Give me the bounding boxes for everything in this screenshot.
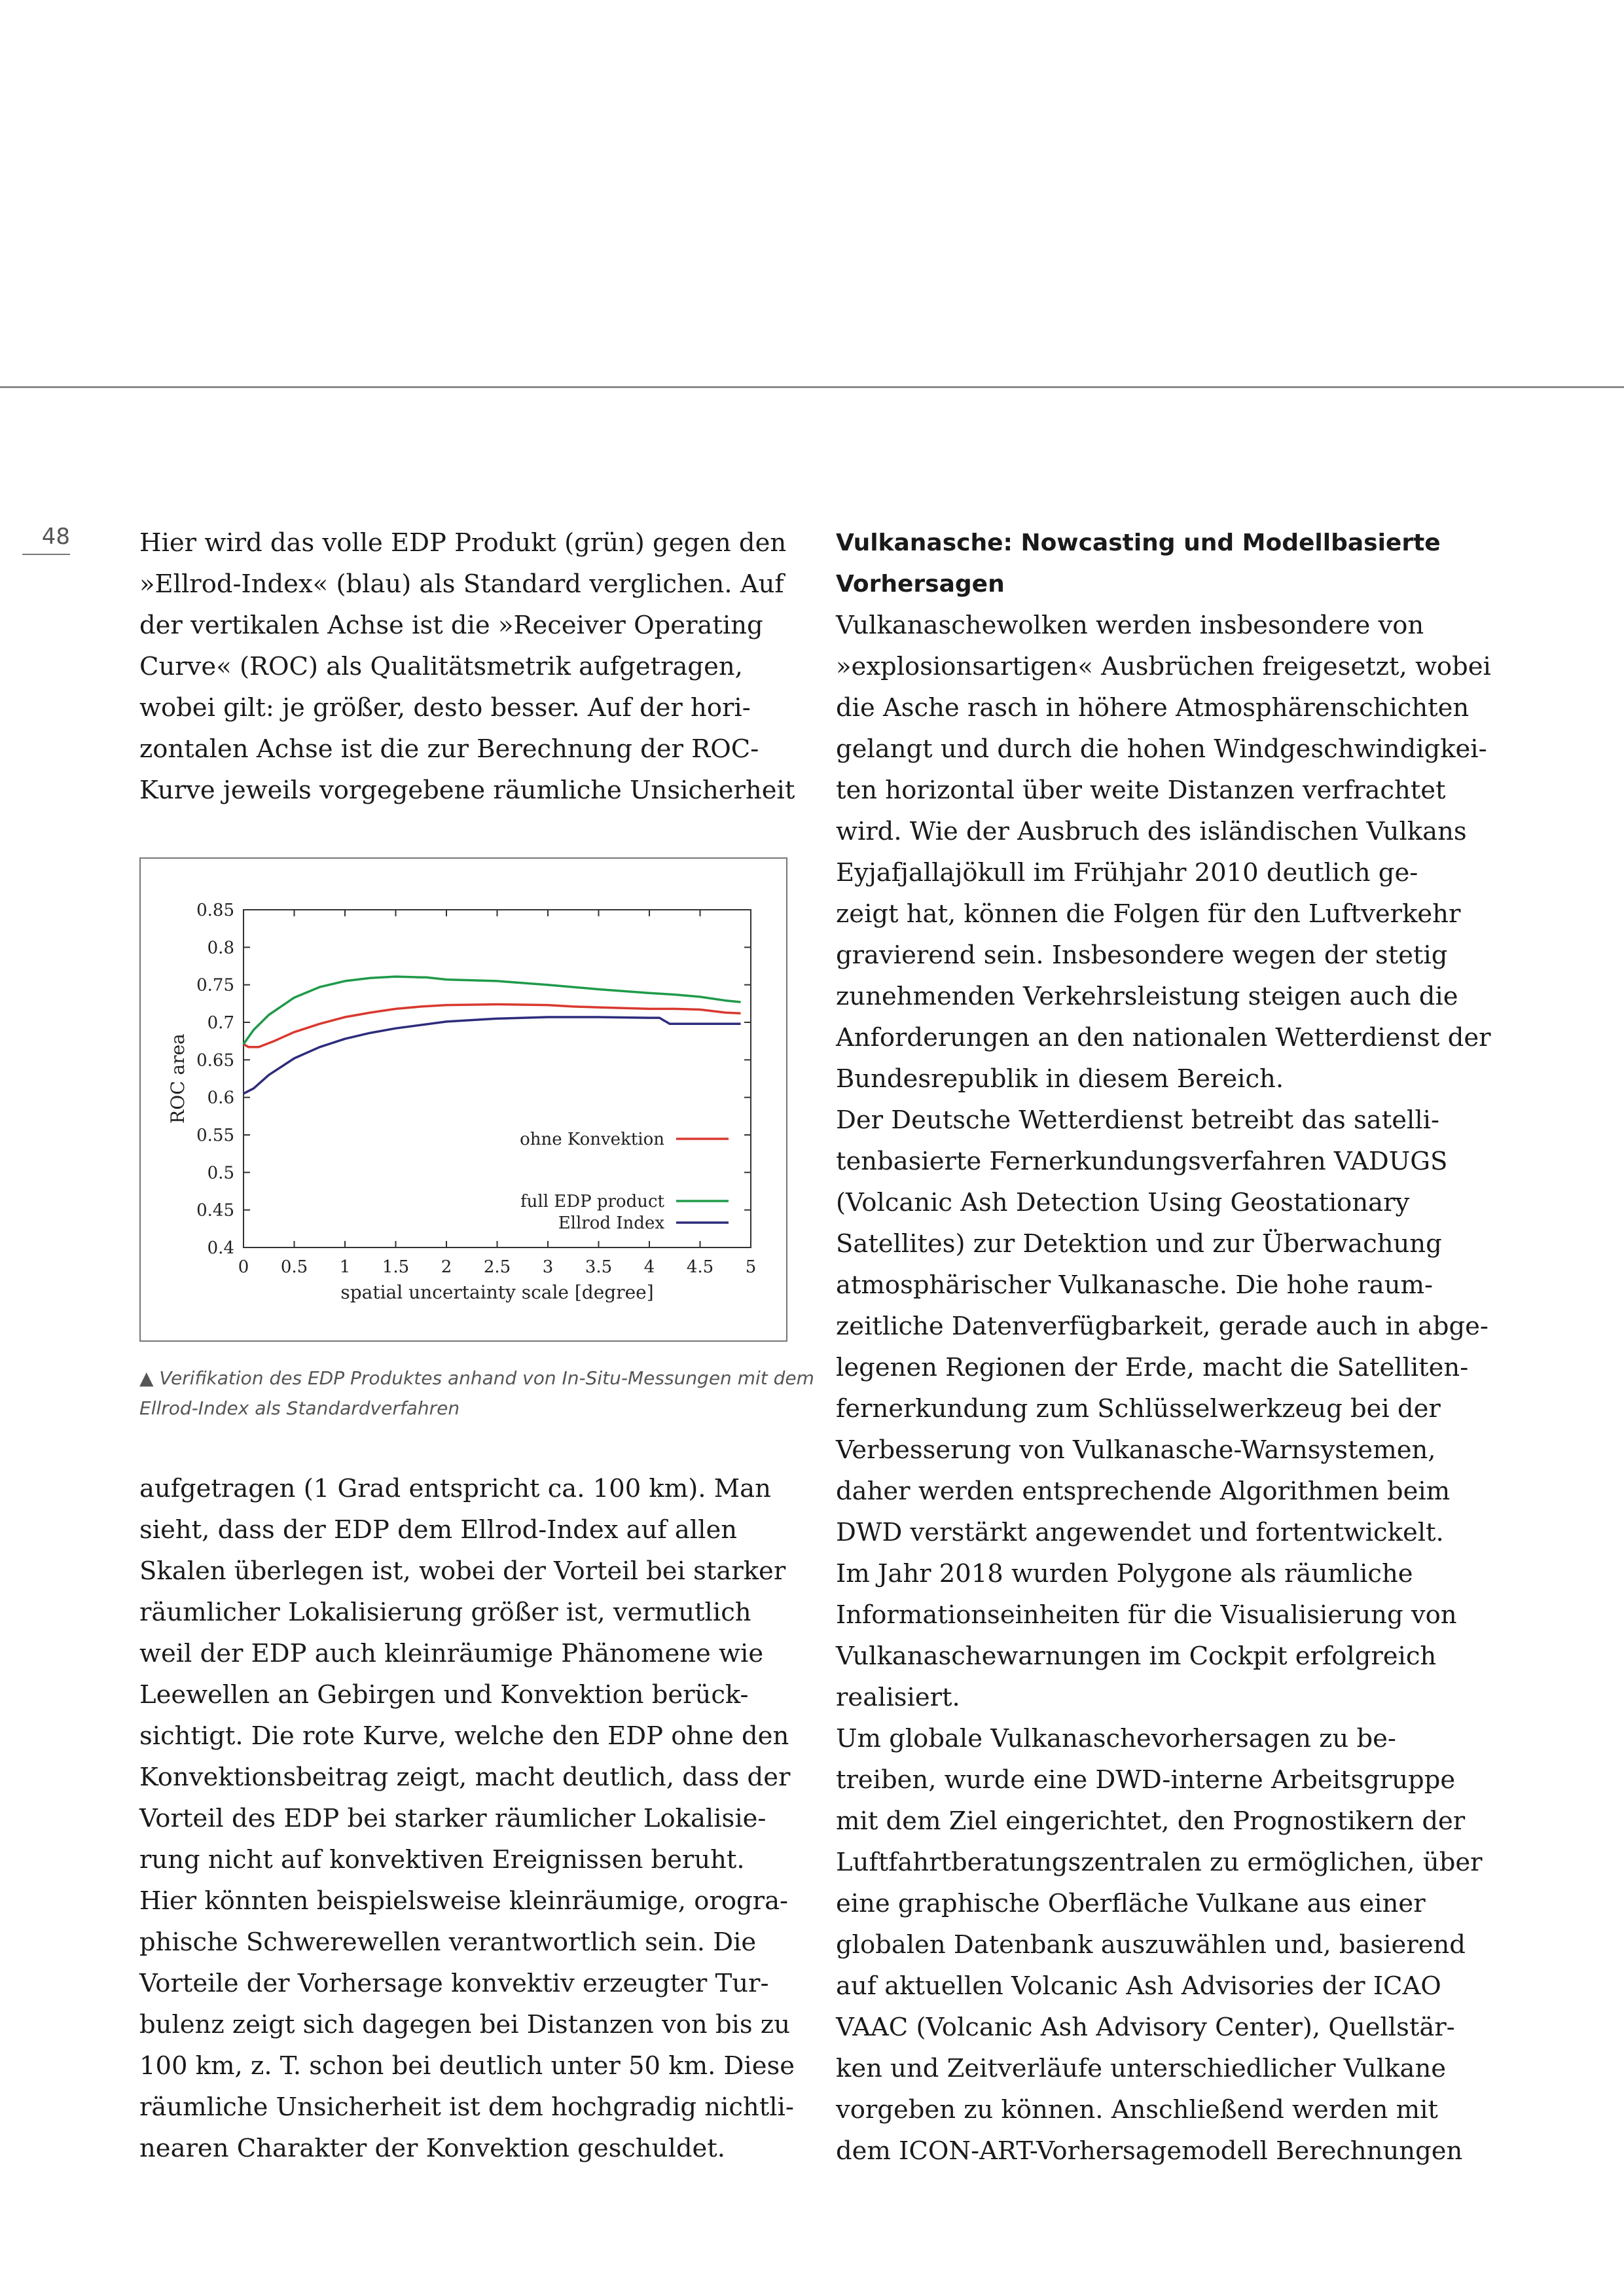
y-tick-label: 0.75 <box>196 975 234 996</box>
body-text-line: phische Schwerewellen verantwortlich sein. Die <box>139 1928 757 1957</box>
y-tick-label: 0.6 <box>207 1088 234 1108</box>
body-text-line: sichtigt. Die rote Kurve, welche den EDP ohne den <box>139 1721 789 1751</box>
body-text-line: fernerkundung zum Schlüsselwerkzeug bei der <box>836 1394 1441 1424</box>
body-text-line: dem ICON-ART-Vorhersagemodell Berechnungen <box>836 2136 1463 2166</box>
body-text-line: Vulkanaschewolken werden insbesondere von <box>836 611 1424 640</box>
x-tick-label: 2.5 <box>483 1257 511 1277</box>
x-tick-label: 0.5 <box>280 1257 308 1277</box>
body-text-line: bulenz zeigt sich dagegen bei Distanzen von bis zu <box>139 2010 790 2039</box>
series-line-full-edp-product <box>244 977 741 1044</box>
page-number: 48 <box>22 524 70 555</box>
body-text-line: mit dem Ziel eingerichtet, den Prognostikern der <box>836 1806 1466 1836</box>
body-text-line: tenbasierte Fernerkundungsverfahren VADUGS <box>836 1147 1448 1176</box>
body-text-line: »Ellrod-Index« (blau) als Standard verglichen. Auf <box>139 569 784 599</box>
body-text-line: rung nicht auf konvektiven Ereignissen beruht. <box>139 1845 745 1874</box>
body-text-line: Kurve jeweils vorgegebene räumliche Unsicherheit <box>139 776 795 805</box>
body-text-line: Skalen überlegen ist, wobei der Vorteil bei starker <box>139 1556 786 1586</box>
body-text-line: sieht, dass der EDP dem Ellrod-Index auf allen <box>139 1515 738 1545</box>
legend-label: ohne Konvektion <box>520 1130 664 1149</box>
series-line-ellrod-index <box>244 1017 741 1094</box>
x-tick-label: 5 <box>745 1257 757 1277</box>
x-tick-label: 3.5 <box>585 1257 613 1277</box>
body-text-line: Vulkanaschewarnungen im Cockpit erfolgreich <box>836 1641 1437 1671</box>
y-tick-label: 0.45 <box>196 1200 234 1221</box>
body-text-line: nearen Charakter der Konvektion geschuldet. <box>139 2134 725 2163</box>
x-tick-label: 3 <box>542 1257 554 1277</box>
x-tick-label: 2 <box>441 1257 452 1277</box>
body-text-line: »explosionsartigen« Ausbrüchen freigesetzt, wobei <box>836 652 1491 681</box>
body-text-line: Hier könnten beispielsweise kleinräumige, orogra- <box>139 1886 789 1916</box>
body-text-line: Eyjafjallajökull im Frühjahr 2010 deutlich ge- <box>836 858 1418 888</box>
body-text-line: globalen Datenbank auszuwählen und, basierend <box>836 1930 1466 1960</box>
y-tick-label: 0.55 <box>196 1126 234 1145</box>
body-text-line: zunehmenden Verkehrsleistung steigen auch die <box>836 982 1458 1011</box>
body-text-left-bottom <box>139 1468 801 2169</box>
body-text-right <box>836 522 1497 2172</box>
section-heading-line: Vulkanasche: Nowcasting und Modellbasierte <box>836 529 1441 556</box>
y-axis-label: ROC area <box>167 1033 189 1124</box>
body-text-line: Curve« (ROC) als Qualitätsmetrik aufgetragen, <box>139 652 743 681</box>
body-text-line: der vertikalen Achse ist die »Receiver Operating <box>139 611 763 640</box>
body-text-line: Im Jahr 2018 wurden Polygone als räumliche <box>836 1559 1413 1588</box>
body-text-line: vorgeben zu können. Anschließend werden mit <box>836 2095 1438 2125</box>
body-text-line: zeitliche Datenverfügbarkeit, gerade auch in abge- <box>836 1312 1489 1341</box>
y-tick-label: 0.65 <box>196 1050 234 1071</box>
section-heading <box>836 522 1497 605</box>
body-text-line: realisiert. <box>836 1683 960 1712</box>
legend-label: Ellrod Index <box>558 1213 664 1233</box>
body-text-line: ken und Zeitverläufe unterschiedlicher Vulkane <box>836 2054 1447 2083</box>
x-tick-label: 1 <box>339 1257 351 1277</box>
body-text-line: aufgetragen (1 Grad entspricht ca. 100 km). Man <box>139 1474 771 1503</box>
x-axis-label: spatial uncertainty scale [degree] <box>340 1282 654 1303</box>
y-tick-label: 0.7 <box>207 1013 234 1033</box>
body-text-line: Konvektionsbeitrag zeigt, macht deutlich, dass der <box>139 1763 791 1792</box>
body-text-line: Vorteile der Vorhersage konvektiv erzeugter Tur- <box>139 1969 769 1998</box>
body-text-line: räumliche Unsicherheit ist dem hochgradig nichtli- <box>139 2092 794 2122</box>
x-tick-label: 4.5 <box>686 1257 714 1277</box>
body-text-line: Leewellen an Gebirgen und Konvektion berück- <box>139 1680 749 1710</box>
body-text-line: DWD verstärkt angewendet und fortentwickelt. <box>836 1518 1444 1547</box>
y-tick-label: 0.8 <box>207 938 234 958</box>
section-body <box>836 605 1497 2172</box>
y-tick-label: 0.85 <box>196 901 234 920</box>
body-text-line: Verbesserung von Vulkanasche-Warnsystemen, <box>836 1435 1436 1465</box>
body-text-line: legenen Regionen der Erde, macht die Satelliten- <box>836 1353 1469 1382</box>
body-text-line: VAAC (Volcanic Ash Advisory Center), Quellstär- <box>836 2013 1455 2042</box>
x-tick-label: 1.5 <box>382 1257 410 1277</box>
roc-chart-figure <box>139 857 787 1342</box>
body-text-line: gelangt und durch die hohen Windgeschwindigkei- <box>836 734 1487 764</box>
body-text-line: zeigt hat, können die Folgen für den Luftverkehr <box>836 899 1461 929</box>
body-text-line: wobei gilt: je größer, desto besser. Auf der hori- <box>139 693 751 723</box>
body-text-line: 100 km, z. T. schon bei deutlich unter 50 km. Diese <box>139 2051 795 2081</box>
body-text-line: ten horizontal über weite Distanzen verfrachtet <box>836 776 1446 805</box>
body-text-line: weil der EDP auch kleinräumige Phänomene wie <box>139 1639 764 1668</box>
body-text-line: Anforderungen an den nationalen Wetterdienst der <box>836 1023 1491 1052</box>
x-tick-label: 0 <box>238 1257 249 1277</box>
section-heading-line: Vorhersagen <box>836 571 1005 598</box>
body-text-line: Informationseinheiten für die Visualisierung von <box>836 1600 1457 1630</box>
body-text-line: zontalen Achse ist die zur Berechnung der ROC- <box>139 734 759 764</box>
body-text-left-top <box>139 522 801 811</box>
body-text-line: atmosphärischer Vulkanasche. Die hohe raum- <box>836 1270 1434 1300</box>
y-tick-label: 0.5 <box>207 1163 234 1183</box>
body-text-line: gravierend sein. Insbesondere wegen der stetig <box>836 941 1448 970</box>
legend-label: full EDP product <box>520 1192 664 1211</box>
body-text-line: treiben, wurde eine DWD-interne Arbeitsgruppe <box>836 1765 1456 1795</box>
body-text-line: wird. Wie der Ausbruch des isländischen Vulkans <box>836 817 1467 846</box>
body-text-line: räumlicher Lokalisierung größer ist, vermutlich <box>139 1598 751 1627</box>
caption-line: Ellrod-Index als Standardverfahren <box>139 1397 460 1419</box>
plot-frame <box>244 910 751 1247</box>
body-text-line: Satellites) zur Detektion und zur Überwachung <box>836 1229 1442 1259</box>
caption-line: ▲ Verifikation des EDP Produktes anhand von In-Situ-Messungen mit dem <box>139 1367 814 1389</box>
roc-chart <box>141 859 786 1340</box>
body-text-line: Luftfahrtberatungszentralen zu ermöglichen, über <box>836 1848 1483 1877</box>
y-tick-label: 0.4 <box>207 1238 234 1258</box>
body-text-line: eine graphische Oberfläche Vulkane aus einer <box>836 1889 1426 1918</box>
body-text-line: Der Deutsche Wetterdienst betreibt das satelli- <box>836 1105 1439 1135</box>
body-text-line: Vorteil des EDP bei starker räumlicher Lokalisie- <box>139 1804 767 1833</box>
body-text-line: (Volcanic Ash Detection Using Geostationary <box>836 1188 1410 1217</box>
series-line-ohne-konvektion <box>244 1005 741 1047</box>
header-rule <box>0 386 1624 388</box>
body-text-line: auf aktuellen Volcanic Ash Advisories der ICAO <box>836 1971 1441 2001</box>
body-text-line: die Asche rasch in höhere Atmosphärenschichten <box>836 693 1470 723</box>
body-text-line: Hier wird das volle EDP Produkt (grün) gegen den <box>139 528 787 558</box>
body-text-line: Bundesrepublik in diesem Bereich. <box>836 1064 1284 1094</box>
body-text-line: daher werden entsprechende Algorithmen beim <box>836 1477 1451 1506</box>
body-text-line: Um globale Vulkanaschevorhersagen zu be- <box>836 1724 1396 1753</box>
x-tick-label: 4 <box>643 1257 655 1277</box>
figure-caption <box>139 1363 814 1424</box>
